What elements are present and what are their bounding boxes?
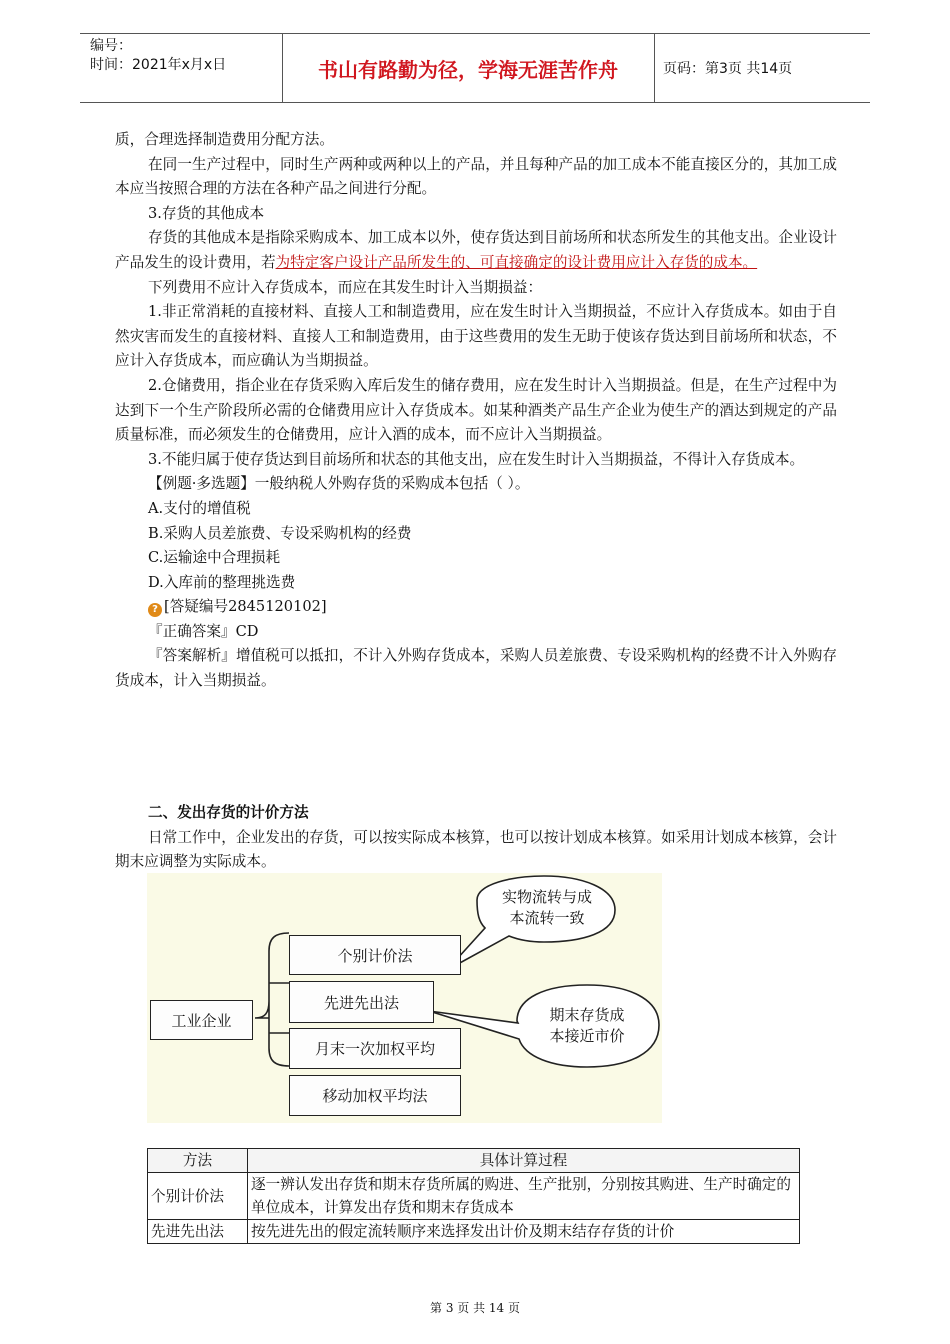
bubble-line: 本流转一致: [509, 909, 585, 927]
subheading: 3.存货的其他成本: [148, 204, 265, 222]
paragraph: 质，合理选择制造费用分配方法。: [115, 131, 334, 148]
method-box: 月末一次加权平均: [289, 1028, 461, 1069]
method-box: 移动加权平均法: [289, 1075, 461, 1116]
option-d: D.入库前的整理挑选费: [148, 573, 296, 591]
root-box: 工业企业: [150, 1000, 253, 1040]
brace-line: [269, 983, 289, 1033]
header-divider: [654, 34, 655, 102]
paragraph: 下列费用不应计入存货成本，而应在其发生时计入当期损益：: [148, 278, 543, 296]
paragraph: [115, 226, 837, 275]
header-motto: 书山有路勤为径，学海无涯苦作舟: [318, 57, 618, 82]
page-header: [80, 33, 870, 103]
analysis: 『答案解析』增值税可以抵扣，不计入外购存货成本，采购人员差旅费、专设采购机构的经费不计入外购存货成本，计入当期损益。: [115, 647, 837, 690]
question-circle-icon[interactable]: ?: [148, 603, 162, 617]
column-header: 方法: [148, 1149, 248, 1173]
bubble-top-text: [487, 887, 607, 929]
option-a: A.支付的增值税: [148, 499, 251, 517]
body-text: [115, 128, 837, 694]
code-label: 编号：: [90, 38, 132, 54]
method-box: 先进先出法: [289, 981, 434, 1023]
method-box: 个别计价法: [289, 935, 461, 975]
bubble-line: 期末存货成: [549, 1006, 625, 1024]
bubble-line: 实物流转与成: [501, 888, 592, 906]
question-stem: 【例题·多选题】一般纳税人外购存货的采购成本包括（ ）。: [148, 475, 530, 493]
brace-line: [255, 933, 289, 1066]
question-id: [答疑编号2845120102]: [164, 598, 327, 616]
option-b: B.采购人员差旅费、专设采购机构的经费: [148, 524, 412, 542]
bubble-line: 本接近市价: [549, 1027, 625, 1045]
paragraph: 1.非正常消耗的直接材料、直接人工和制造费用，应在发生时计入当期损益，不应计入存货成本。如由于自然灾害而发生的直接材料、直接人工和制造费用，由于这些费用的发生无助于使该存货达到目前场所和状态，不应计入存货成本，而应确认为当期损益。: [115, 303, 837, 370]
question-id-line: [115, 595, 837, 620]
table-header-row: [148, 1149, 800, 1173]
time-label: 时间：2021年x月x日: [90, 57, 227, 73]
table-cell: 个别计价法: [148, 1173, 248, 1220]
paragraph: 3.不能归属于使存货达到目前场所和状态的其他支出，应在发生时计入当期损益，不得计入存货成本。: [148, 450, 805, 468]
header-meta: [90, 37, 226, 75]
methods-table: [147, 1148, 800, 1244]
column-header: 具体计算过程: [248, 1149, 800, 1173]
page-footer: 第 3 页 共 14 页: [430, 1301, 520, 1315]
table-row: [148, 1220, 800, 1244]
highlighted-text: 为特定客户设计产品所发生的、可直接确定的设计费用应计入存货的成本。: [275, 253, 758, 271]
bubble-right-text: [527, 1005, 647, 1047]
paragraph: 日常工作中，企业发出的存货，可以按实际成本核算，也可以按计划成本核算。如采用计划成本核算，会计期末应调整为实际成本。: [115, 828, 837, 871]
table-cell: 逐一辨认发出存货和期末存货所属的购进、生产批别，分别按其购进、生产时确定的单位成本，计算发出存货和期末存货成本: [248, 1173, 800, 1220]
option-c: C.运输途中合理损耗: [148, 549, 281, 567]
section-heading: 二、发出存货的计价方法: [148, 804, 309, 821]
valuation-diagram: [147, 873, 662, 1123]
paragraph: 在同一生产过程中，同时生产两种或两种以上的产品，并且每种产品的加工成本不能直接区分的，其加工成本应当按照合理的方法在各种产品之间进行分配。: [115, 155, 837, 198]
table-row: [148, 1173, 800, 1220]
section-text: [115, 801, 837, 875]
table-cell: 按先进先出的假定流转顺序来选择发出计价及期末结存存货的计价: [248, 1220, 800, 1244]
table-cell: 先进先出法: [148, 1220, 248, 1244]
paragraph-text: 存货的其他成本是指除采购成本、加工成本以外，使存货达到目前场所和状态所发生的其他支出。企业设计产品发生的设计费用，若: [115, 229, 837, 271]
header-page-label: 页码：第3页 共14页: [663, 61, 793, 77]
paragraph: 2.仓储费用，指企业在存货采购入库后发生的储存费用，应在发生时计入当期损益。但是，在生产过程中为达到下一个生产阶段所必需的仓储费用应计入存货成本。如某种酒类产品生产企业为使生产的酒达到规定的产品质量标准，而必须发生的仓储费用，应计入酒的成本，而不应计入当期损益。: [115, 376, 837, 444]
answer: 『正确答案』CD: [148, 622, 259, 640]
